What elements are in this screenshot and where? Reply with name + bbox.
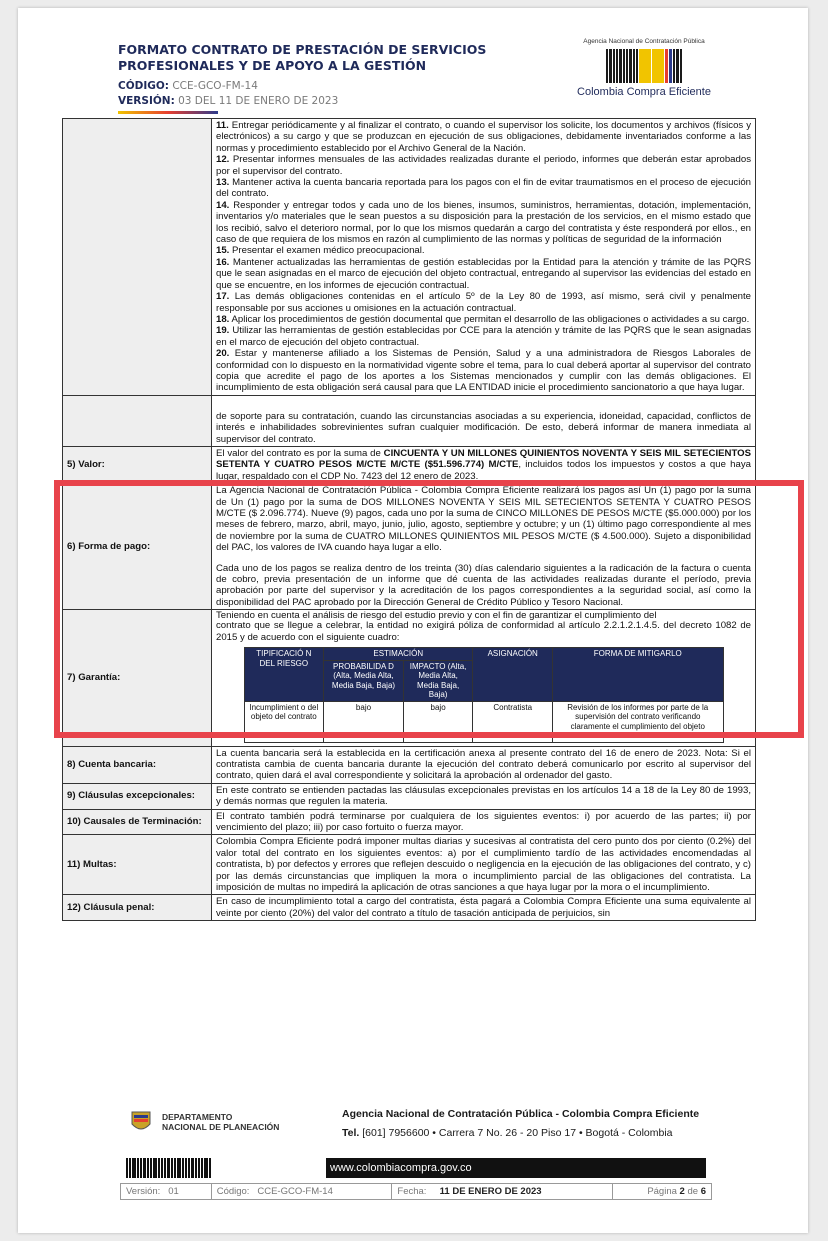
title-line-1: FORMATO CONTRATO DE PRESTACIÓN DE SERVICIOS xyxy=(118,42,487,57)
risk-cell-tipificacion: Incumplimient o del objeto del contrato xyxy=(244,701,324,742)
version-value: 03 DEL 11 DE ENERO DE 2023 xyxy=(178,95,339,107)
garantia-label: 7) Garantía: xyxy=(63,610,212,746)
cce-logo xyxy=(564,38,724,108)
valor-cell: El valor del contrato es por la suma de CINCUENTA Y UN MILLONES QUINIENTOS NOVENTA Y SEIS MIL SETECIENTOS SETENTA Y CUATRO PESOS M/CTE M/CTE ($51.596.774) M/CTE, incluidos todos los impuestos y costos a que haya lugar, respaldado con el CDP No. 7423 del 12 enero de 2023. xyxy=(212,446,756,483)
version-label: VERSIÓN: xyxy=(118,95,175,107)
document-title xyxy=(118,42,518,74)
logo-brand-text: Colombia Compra Eficiente xyxy=(577,86,711,98)
forma-pago-label: 6) Forma de pago: xyxy=(63,484,212,610)
obligation-19: 19. Utilizar las herramientas de gestión establecidas por CCE para la atención y trámite de las PQRS que le sean asignadas en el marco de ejecución del objeto contractual. xyxy=(216,325,751,348)
continuation-row xyxy=(63,395,756,446)
forma-pago-p1: La Agencia Nacional de Contratación Pública - Colombia Compra Eficiente realizará los pagos así Un (1) pago por la suma de Un (1) pago por la suma de DOS MILLONES NOVENTA Y SEIS MIL SETECIENTOS SETENTA Y CUATRO PESOS M/CTE ($ 2.096.774). Nueve (9) pagos, cada uno por la suma de CINCO MILLONES DE PESOS M/CTE ($5.000.000) por los meses de febrero, marzo, abril, mayo, junio, julio, agosto, septiembre y octubre; y un (1) último pago correspondiente al mes de noviembre por la suma de CUATRO MILLONES QUINIENTOS MIL PESOS M/CTE ($ 4.500.000). Sujeto a disponibilidad del PAC, los valores de IVA cuando haya lugar a ello. xyxy=(216,485,751,554)
penal-cell: En caso de incumplimiento total a cargo del contratista, ésta pagará a Colombia Compra Eficiente una suma equivalente al veinte por ciento (20%) del valor del contrato a título de tasación anticipada de perjuicios, sin xyxy=(212,895,756,921)
contract-table xyxy=(62,118,756,921)
risk-header-asignacion: ASIGNACIÓN xyxy=(473,648,553,702)
obligation-16: 16. Mantener actualizadas las herramientas de gestión establecidas por la Entidad para la atención y trámite de las PQRS que le sean asignadas en el marco de ejecución del objeto contractual, entregando al supervisor las evidencias del estado en que se encuentre, en los informes de ejecución contractual. xyxy=(216,256,751,291)
code-line xyxy=(118,80,258,92)
code-value: CCE-GCO-FM-14 xyxy=(172,80,258,92)
terminacion-cell: El contrato también podrá terminarse por cualquiera de los siguientes eventos: i) por acuerdo de las partes; ii) por vencimiento del plazo; iii) por caso fortuito o fuerza mayor. xyxy=(212,809,756,835)
cuenta-row xyxy=(63,746,756,783)
garantia-row xyxy=(63,610,756,746)
terminacion-row xyxy=(63,809,756,835)
obligations-label-cell xyxy=(63,119,212,396)
excepcionales-row xyxy=(63,783,756,809)
garantia-overlap-text: Teniendo en cuenta el análisis de riesgo del estudio previo y con el fin de garantizar el cumplimiento del xyxy=(216,611,657,621)
obligation-17: 17. Las demás obligaciones contenidas en el artículo 5º de la Ley 80 de 1993, así mismo, será civil y penalmente responsable por sus acciones u omisiones en la actuación contractual. xyxy=(216,291,752,314)
multas-label: 11) Multas: xyxy=(63,835,212,895)
garantia-text: contrato que se llegue a celebrar, la entidad no exigirá póliza de conformidad al artículo 2.2.1.2.1.4.5. del decreto 1082 de 2015 y de acuerdo con el siguiente cuadro: xyxy=(216,620,751,643)
garantia-cell xyxy=(212,610,756,746)
cuenta-cell: La cuenta bancaria será la establecida en la certificación anexa al presente contrato del 16 de enero de 2023. Nota: Si el contratista cambia de cuenta bancaria durante la ejecución del contrato deberá comunicarlo por escrito al supervisor del contrato, quien dará el aval correspondiente y solicitará la aprobación al ordenador del gasto. xyxy=(212,746,756,783)
risk-cell-probabilidad: bajo xyxy=(324,701,404,742)
obligation-14: 14. Responder y entregar todos y cada uno de los bienes, insumos, suministros, herramientas, dotación, implementación, inventarios y/o materiales que le sean puestos a su disposición para la prestación de los servicios, en el mismo estado que los recibió, salvo el deterioro normal, por lo que los mismos quedarán a cargo del contratista y éste responderá por ellos., en caso de que requiera de los mismos en razón al cumplimiento de las normas y políticas de seguridad de la información xyxy=(216,199,751,246)
obligations-row xyxy=(63,119,756,396)
excepcionales-cell: En este contrato se entienden pactadas las cláusulas excepcionales previstas en los artículos 14 a 18 de la Ley 80 de 1993, y demás normas que regulen la materia. xyxy=(212,783,756,809)
footer-address: Tel. [601] 7956600 • Carrera 7 No. 26 - 20 Piso 17 • Bogotá - Colombia xyxy=(342,1127,673,1139)
multas-cell: Colombia Compra Eficiente podrá imponer multas diarias y sucesivas al contratista del cero punto dos por ciento (0.2%) del valor total del contrato en los siguientes eventos: a) por el cumplimiento tardío de las actividades encomendadas al contratista, b) por defectos y errores que reflejen descuido o negligencia en la ejecución de las obligaciones del contrato, y c) por las demás circunstancias que impliquen la mora o incumplimiento parcial de las obligaciones del contratista. La imposición de multas no impedirá la aplicación de otras sanciones a que haya lugar por la mora o el incumplimiento. xyxy=(212,835,756,895)
obligation-18: 18. Aplicar los procedimientos de gestión documental que permitan el desarrollo de las obligaciones o actividades a su cargo. xyxy=(216,313,750,325)
risk-header-estimacion: ESTIMACIÓN xyxy=(324,648,473,661)
footer-page: Página 2 de 6 xyxy=(612,1184,711,1200)
cuenta-label: 8) Cuenta bancaria: xyxy=(63,746,212,783)
footer-website-link[interactable]: www.colombiacompra.gov.co xyxy=(326,1158,706,1178)
risk-table xyxy=(244,647,724,743)
footer-barcode-icon xyxy=(126,1158,326,1178)
penal-row xyxy=(63,895,756,921)
footer-code: Código: CCE-GCO-FM-14 xyxy=(211,1184,392,1200)
code-label: CÓDIGO: xyxy=(118,80,169,92)
valor-label: 5) Valor: xyxy=(63,446,212,483)
forma-pago-cell xyxy=(212,484,756,610)
logo-barcode-icon xyxy=(564,49,724,83)
penal-label: 12) Cláusula penal: xyxy=(63,895,212,921)
risk-header-impacto: IMPACTO (Alta, Media Alta, Media Baja, Baja) xyxy=(403,660,473,701)
risk-cell-asignacion: Contratista xyxy=(473,701,553,742)
risk-row xyxy=(244,701,723,742)
forma-pago-p2: Cada uno de los pagos se realiza dentro de los treinta (30) días calendario siguientes a la radicación de la factura o cuenta de cobro, previa presentación de un informe que dé cuenta de las actividades realizadas durante el período, previa aprobación por parte del supervisor y la acreditación de los pagos correspondientes a la seguridad social, así como la disponibilidad del PAC aprobado por la Dirección General de Crédito Público y Tesoro Nacional. xyxy=(216,562,751,608)
risk-header-forma: FORMA DE MITIGARLO xyxy=(553,648,723,702)
continuation-label-cell xyxy=(63,395,212,446)
valor-row xyxy=(63,446,756,483)
terminacion-label: 10) Causales de Terminación: xyxy=(63,809,212,835)
obligation-12: 12. Presentar informes mensuales de las actividades realizadas durante el periodo, informes que deberán estar aprobados por el supervisor del contrato. xyxy=(216,154,751,177)
header-color-rule xyxy=(118,111,218,114)
risk-cell-impacto: bajo xyxy=(403,701,473,742)
continuation-cell: de soporte para su contratación, cuando las circunstancias asociadas a su experiencia, idoneidad, capacidad, conflictos de interés e inhabilidades sobrevinientes sufran cualquier modificación. De esto, deberá informar de manera inmediata al supervisor del contrato. xyxy=(212,395,756,446)
risk-header-tipificacion: TIPIFICACIÓ N DEL RIESGO xyxy=(244,648,324,702)
dnp-logo-text: DEPARTAMENTO NACIONAL DE PLANEACIÓN xyxy=(162,1112,280,1132)
multas-row xyxy=(63,835,756,895)
footer-meta-table xyxy=(120,1183,712,1200)
coat-of-arms-icon xyxy=(128,1108,154,1136)
obligation-11: 11. Entregar periódicamente y al finalizar el contrato, o cuando el supervisor los solicite, los documentos y archivos (físicos y electrónicos) a su cargo y que se produzcan en ejecución de sus obligaciones, debidamente inventariados conforme a las normas y procedimiento establecido por el Archivo General de la Nación. xyxy=(216,120,751,154)
risk-header-probabilidad: PROBABILIDA D (Alta, Media Alta, Media Baja, Baja) xyxy=(324,660,404,701)
risk-cell-forma: Revisión de los informes por parte de la supervisión del contrato verificando claramente el cumplimiento del objeto contractual. xyxy=(553,701,723,742)
obligations-cell xyxy=(212,119,756,396)
title-line-2: PROFESIONALES Y DE APOYO A LA GESTIÓN xyxy=(118,58,427,73)
footer-date: Fecha: 11 DE ENERO DE 2023 xyxy=(392,1184,613,1200)
logo-agency-text: Agencia Nacional de Contratación Pública xyxy=(583,38,705,45)
excepcionales-label: 9) Cláusulas excepcionales: xyxy=(63,783,212,809)
obligation-13: 13. Mantener activa la cuenta bancaria reportada para los pagos con el fin de evitar traumatismos en el proceso de ejecución del contrato. xyxy=(216,177,751,200)
footer-version: Versión: 01 xyxy=(121,1184,212,1200)
footer-agency: Agencia Nacional de Contratación Pública - Colombia Compra Eficiente xyxy=(342,1108,700,1120)
obligation-20: 20. Estar y mantenerse afiliado a los Sistemas de Pensión, Salud y a una administradora de Riesgos Laborales de conformidad con lo dispuesto en la normatividad vigente sobre el tema, para lo cual deberá aportar al supervisor del contrato copia que acredite el pago de los aportes a los Sistemas mencionados y cumplir con las demás obligaciones. El incumplimiento de esta obligación será causal para que LA ENTIDAD inicie el procedimiento sancionatorio a que haya lugar. xyxy=(216,348,751,394)
forma-pago-row xyxy=(63,484,756,610)
obligation-15: 15. Presentar el examen médico preocupacional. xyxy=(216,245,425,257)
version-line xyxy=(118,95,338,107)
